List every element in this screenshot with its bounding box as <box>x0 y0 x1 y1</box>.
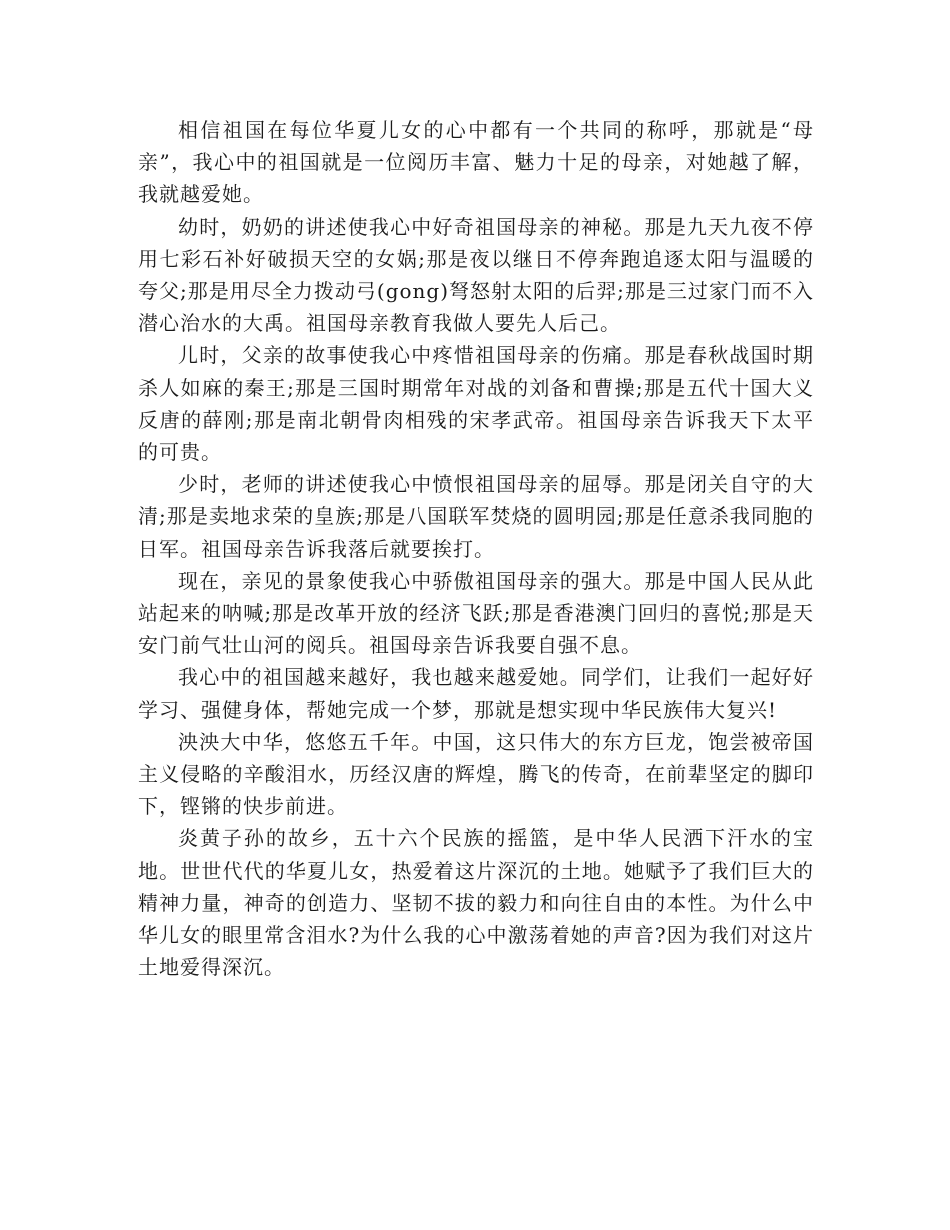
document-body <box>138 114 814 983</box>
paragraph-3: 儿时，父亲的故事使我心中疼惜祖国母亲的伤痛。那是春秋战国时期杀人如麻的秦王;那是三国时期常年对战的刘备和曹操;那是五代十国大义反唐的薛刚;那是南北朝骨肉相残的宋孝武帝。祖国母亲告诉我天下太平的可贵。 <box>138 343 814 465</box>
paragraph-2: 幼时，奶奶的讲述使我心中好奇祖国母亲的神秘。那是九天九夜不停用七彩石补好破损天空的女娲;那是夜以继日不停奔跑追逐太阳与温暖的夸父;那是用尽全力拨动弓(gong)弩怒射太阳的后羿;那是三过家门而不入潜心治水的大禹。祖国母亲教育我做人要先人后己。 <box>138 214 814 336</box>
paragraph-7: 泱泱大中华，悠悠五千年。中国，这只伟大的东方巨龙，饱尝被帝国主义侵略的辛酸泪水，历经汉唐的辉煌，腾飞的传奇，在前辈坚定的脚印下，铿锵的快步前进。 <box>138 729 814 819</box>
paragraph-4: 少时，老师的讲述使我心中愤恨祖国母亲的屈辱。那是闭关自守的大清;那是卖地求荣的皇族;那是八国联军焚烧的圆明园;那是任意杀我同胞的日军。祖国母亲告诉我落后就要挨打。 <box>138 472 814 561</box>
paragraph-6: 我心中的祖国越来越好，我也越来越爱她。同学们，让我们一起好好学习、强健身体，帮她完成一个梦，那就是想实现中华民族伟大复兴! <box>138 665 814 722</box>
paragraph-8: 炎黄子孙的故乡，五十六个民族的摇篮，是中华人民洒下汗水的宝地。世世代代的华夏儿女，热爱着这片深沉的土地。她赋予了我们巨大的精神力量，神奇的创造力、坚韧不拔的毅力和向往自由的本性。为什么中华儿女的眼里常含泪水?为什么我的心中激荡着她的声音?因为我们对这片土地爱得深沉。 <box>138 826 814 980</box>
paragraph-1: 相信祖国在每位华夏儿女的心中都有一个共同的称呼，那就是“母亲”，我心中的祖国就是一位阅历丰富、魅力十足的母亲，对她越了解，我就越爱她。 <box>138 118 814 207</box>
paragraph-5: 现在，亲见的景象使我心中骄傲祖国母亲的强大。那是中国人民从此站起来的呐喊;那是改革开放的经济飞跃;那是香港澳门回归的喜悦;那是天安门前气壮山河的阅兵。祖国母亲告诉我要自强不息。 <box>138 568 814 658</box>
